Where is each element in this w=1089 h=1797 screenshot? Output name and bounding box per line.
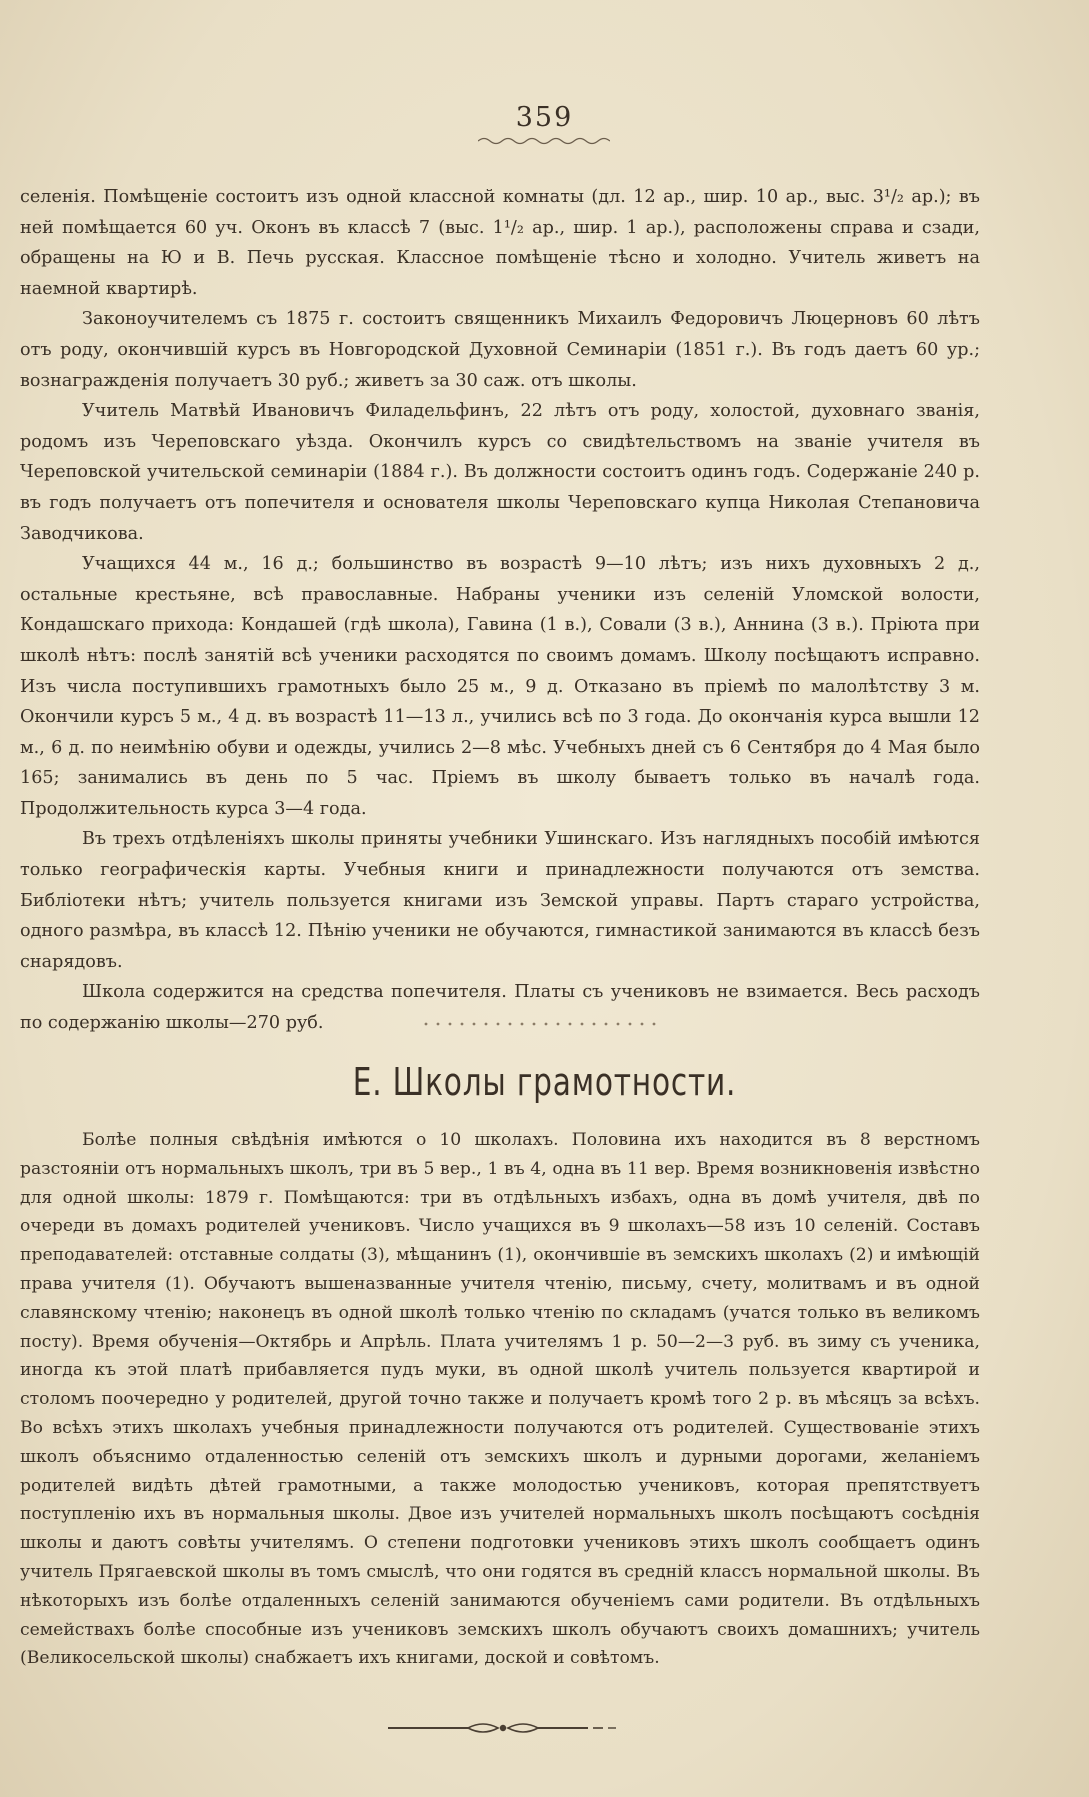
paragraph-continuation: селенія. Помѣщеніе состоитъ изъ одной классной комнаты (дл. 12 ар., шир. 10 ар., выс. 3¹/₂ ар.); въ ней помѣщается 60 уч. Оконъ въ классѣ 7 (выс. 1¹/₂ ар., шир. 1 ар.), расположены справа и сзади, обращены на Ю и В. Печь русская. Классное помѣщеніе тѣсно и холодно. Учитель живетъ на наемной квартирѣ. <box>20 187 980 299</box>
page-number: 359 <box>515 102 574 133</box>
paragraph-students: Учащихся 44 м., 16 д.; большинство въ возрастѣ 9—10 лѣтъ; изъ нихъ духовныхъ 2 д., остальные крестьяне, всѣ православные. Набраны ученики изъ селеній Уломской волости, Кондашскаго прихода: Кондашей (гдѣ школа), Гавина (1 в.), Совали (3 в.), Аннина (3 в.). Пріюта при школѣ нѣтъ: послѣ занятій всѣ ученики расходятся по своимъ домамъ. Школу посѣщаютъ исправно. Изъ числа поступившихъ грамотныхъ было 25 м., 9 д. Отказано въ пріемѣ по малолѣтству 3 м. Окончили курсъ 5 м., 4 д. въ возрастѣ 11—13 л., учились всѣ по 3 года. До окончанія курса вышли 12 м., 6 д. по неимѣнію обуви и одежды, учились 2—8 мѣс. Учебныхъ дней съ 6 Сентября до 4 Мая было 165; занимались въ день по 5 час. Пріемъ въ школу бываетъ только въ началѣ года. Продолжительность курса 3—4 года. <box>20 554 980 819</box>
end-ornament <box>388 1718 618 1738</box>
paragraph-textbooks: Въ трехъ отдѣленіяхъ школы приняты учебники Ушинскаго. Изъ наглядныхъ пособій имѣются только географическія карты. Учебныя книги и принадлежности получаются отъ земства. Библіотеки нѣтъ; учитель пользуется книгами изъ Земской управы. Партъ стараго устройства, одного размѣра, въ классѣ 12. Пѣнію ученики не обучаются, гимнастикой занимаются въ классѣ безъ снарядовъ. <box>20 829 980 972</box>
section-separator <box>422 1020 662 1028</box>
paragraph-literacy-schools: Болѣе полныя свѣдѣнія имѣются о 10 школахъ. Половина ихъ находится въ 8 верстномъ разстояніи отъ нормальныхъ школъ, три въ 5 вер., 1 въ 4, одна въ 11 вер. Время возникновенія извѣстно для одной школы: 1879 г. Помѣщаются: три въ отдѣльныхъ избахъ, одна въ домѣ учителя, двѣ по очереди въ домахъ родителей учениковъ. Число учащихся въ 9 школахъ—58 изъ 10 селеній. Составъ преподавателей: отставные солдаты (3), мѣщанинъ (1), окончившіе въ земскихъ школахъ (2) и имѣющій права учителя (1). Обучаютъ вышеназванные учителя чтенію, письму, счету, молитвамъ и въ одной славянскому чтенію; наконецъ въ одной школѣ только чтенію по складамъ (учатся только въ великомъ посту). Время обученія—Октябрь и Апрѣль. Плата учителямъ 1 р. 50—2—3 руб. въ зиму съ ученика, иногда къ этой платѣ прибавляется пудъ муки, въ одной школѣ учитель пользуется квартирой и столомъ поочередно у родителей, другой точно также и получаетъ кромѣ того 2 р. въ мѣсяцъ за всѣхъ. Во всѣхъ этихъ школахъ учебныя принадлежности получаются отъ родителей. Существованіе этихъ школъ объяснимо отдаленностью селеній отъ земскихъ школъ и дурными дорогами, желаніемъ родителей видѣть дѣтей грамотными, а также молодостью учениковъ, которая препятствуетъ поступленію ихъ въ нормальныя школы. Двое изъ учителей нормальныхъ школъ посѣщаютъ сосѣднія школы и даютъ совѣты учителямъ. О степени подготовки учениковъ этихъ школъ сообщаетъ одинъ учитель Прягаевской школы въ томъ смыслѣ, что они годятся въ средній классъ нормальной школы. Въ нѣкоторыхъ изъ болѣе отдаленныхъ селеній занимаются обученіемъ сами родители. Въ отдѣльныхъ семействахъ болѣе способные изъ учениковъ земскихъ школъ обучаютъ своихъ домашнихъ; учитель (Великосельской школы) снабжаетъ ихъ книгами, доской и совѣтомъ. <box>20 1130 980 1669</box>
bottom-text-block <box>20 1126 980 1673</box>
top-text-block <box>20 182 980 1039</box>
paragraph-funding: Школа содержится на средства попечителя. Платы съ учениковъ не взимается. Весь расходъ по содержанію школы—270 руб. <box>20 982 980 1034</box>
paragraph-teacher: Учитель Матвѣй Ивановичъ Филадельфинъ, 22 лѣтъ отъ роду, холостой, духовнаго званія, родомъ изъ Череповскаго уѣзда. Окончилъ курсъ со свидѣтельствомъ на званіе учителя въ Череповской учительской семинаріи (1884 г.). Въ должности состоитъ одинъ годъ. Содержаніе 240 р. въ годъ получаетъ отъ попечителя и основателя школы Череповскаго купца Николая Степановича Заводчикова. <box>20 401 980 544</box>
paragraph-law-teacher: Законоучителемъ съ 1875 г. состоитъ священникъ Михаилъ Федоровичъ Люцерновъ 60 лѣтъ отъ роду, окончившій курсъ въ Новгородской Духовной Семинаріи (1851 г.). Въ годъ даетъ 60 ур.; вознагражденія получаетъ 30 руб.; живетъ за 30 саж. отъ школы. <box>20 309 980 391</box>
header-flourish <box>478 136 610 146</box>
section-heading: Е. Школы грамотности. <box>352 1060 737 1104</box>
